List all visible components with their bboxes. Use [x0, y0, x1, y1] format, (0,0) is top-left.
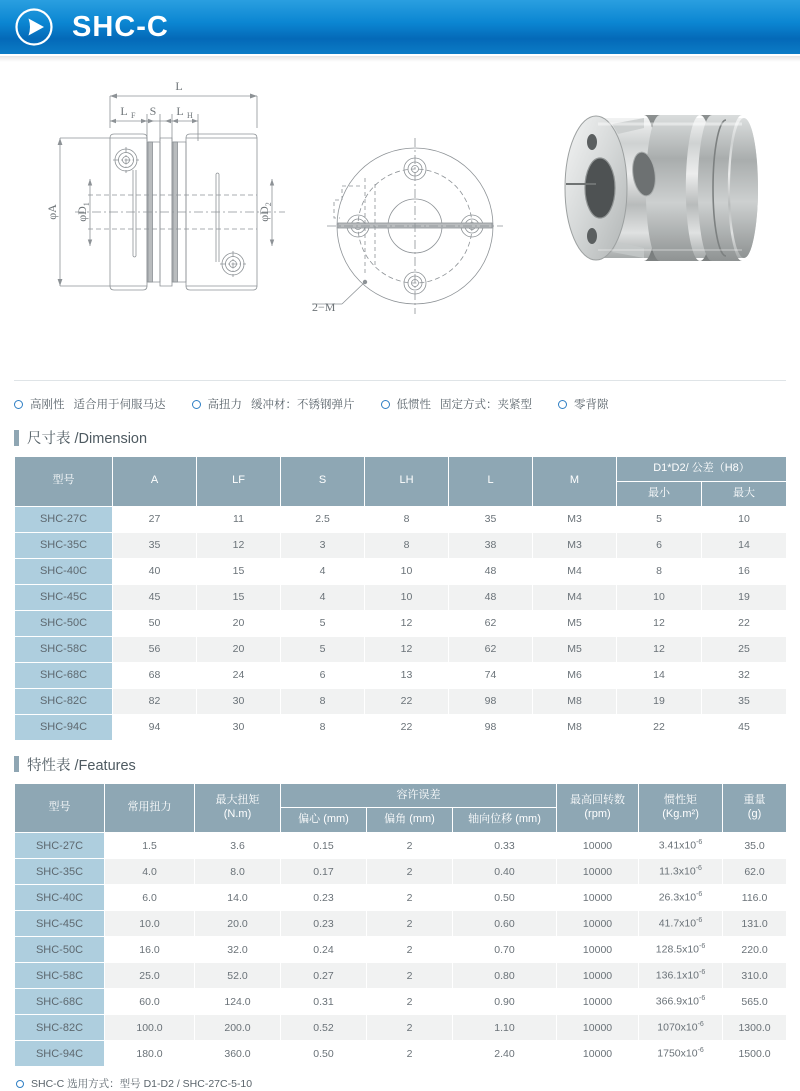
cell-angular: 2: [367, 859, 453, 885]
cell-model: SHC-27C: [15, 833, 105, 859]
inertia-mantissa: 3.41x10: [658, 839, 697, 852]
figure-area: [0, 62, 800, 380]
cell-lf: 15: [197, 558, 281, 584]
weight-line1: 重量: [743, 794, 766, 806]
cell-torque-max: 20.0: [195, 911, 281, 937]
cell-weight: 62.0: [723, 859, 787, 885]
inertia-mantissa: 41.7x10: [658, 917, 697, 930]
cell-m: M6: [533, 662, 617, 688]
cell-lh: 22: [365, 688, 449, 714]
dim-label-LH-sub: H: [187, 111, 193, 120]
cell-max: 22: [702, 610, 787, 636]
phi-symbol-D1: φ: [75, 214, 89, 222]
col-header-s: S: [281, 457, 365, 507]
table-row: [15, 584, 787, 610]
feature-detail-2: 固定方式：夹紧型: [440, 399, 532, 411]
cell-eccentric: 0.27: [281, 963, 367, 989]
feature-title-0: 高刚性: [30, 399, 65, 411]
cell-lf: 30: [197, 688, 281, 714]
cell-a: 94: [113, 714, 197, 740]
cell-inertia: [639, 859, 723, 885]
cell-model: SHC-40C: [15, 558, 113, 584]
inertia-mantissa: 11.3x10: [659, 865, 696, 878]
cell-eccentric: 0.24: [281, 937, 367, 963]
table-row: [15, 714, 787, 740]
dim-label-phiD1-sub: 1: [82, 202, 91, 207]
cell-max: 19: [702, 584, 787, 610]
cell-min: 12: [617, 636, 702, 662]
cell-m: M3: [533, 532, 617, 558]
cell-torque-normal: 180.0: [105, 1041, 195, 1067]
cell-axial: 1.10: [453, 1015, 557, 1041]
cell-inertia: [639, 963, 723, 989]
features-table-body: [15, 833, 787, 1067]
svg-text:φD2: [257, 202, 273, 222]
col-header-tolerance-group: 容许误差: [281, 783, 557, 808]
cell-m: M8: [533, 714, 617, 740]
table-row: [15, 636, 787, 662]
dim-label-phiD2: D: [257, 206, 271, 215]
inertia-exponent: -6: [699, 969, 706, 977]
inertia-exponent: -6: [699, 995, 706, 1003]
cell-torque-max: 3.6: [195, 833, 281, 859]
cell-a: 45: [113, 584, 197, 610]
col-header-torque-normal: 常用扭力: [105, 783, 195, 833]
cell-eccentric: 0.52: [281, 1015, 367, 1041]
inertia-exponent: -6: [695, 865, 702, 873]
cell-model: SHC-94C: [15, 714, 113, 740]
cell-l: 62: [449, 636, 533, 662]
feature-item-3: [558, 396, 609, 412]
cell-axial: 0.70: [453, 937, 557, 963]
cell-lf: 20: [197, 610, 281, 636]
inertia-line2: (Kg.m²): [662, 807, 699, 820]
inertia-exponent: -6: [699, 943, 706, 951]
cell-lf: 12: [197, 532, 281, 558]
col-header-l: L: [449, 457, 533, 507]
phi-symbol-D2: φ: [257, 214, 271, 222]
cell-model: SHC-45C: [15, 911, 105, 937]
torque-max-line2: (N.m): [223, 807, 252, 820]
table-row: [15, 911, 787, 937]
footer-note-text: SHC-C 选用方式：型号 D1-D2 / SHC-27C-5-10: [31, 1078, 253, 1090]
cell-l: 48: [449, 584, 533, 610]
cell-eccentric: 0.15: [281, 833, 367, 859]
cell-max: 32: [702, 662, 787, 688]
cell-l: 35: [449, 506, 533, 532]
cell-angular: 2: [367, 963, 453, 989]
cell-a: 82: [113, 688, 197, 714]
cell-model: SHC-94C: [15, 1041, 105, 1067]
cell-model: SHC-58C: [15, 636, 113, 662]
rpm-line2: (rpm): [584, 807, 611, 820]
col-header-rpm: [557, 783, 639, 833]
dim-label-L: L: [175, 79, 183, 93]
cell-axial: 2.40: [453, 1041, 557, 1067]
cell-lh: 12: [365, 636, 449, 662]
cell-inertia: [639, 937, 723, 963]
table-row: [15, 506, 787, 532]
cell-l: 98: [449, 714, 533, 740]
cell-a: 56: [113, 636, 197, 662]
cell-model: SHC-50C: [15, 937, 105, 963]
col-header-torque-max: [195, 783, 281, 833]
cell-angular: 2: [367, 937, 453, 963]
dim-label-phiD1: D: [75, 206, 89, 215]
cell-a: 35: [113, 532, 197, 558]
cell-l: 98: [449, 688, 533, 714]
cell-lh: 10: [365, 558, 449, 584]
cell-inertia: [639, 1041, 723, 1067]
cell-angular: 2: [367, 1015, 453, 1041]
feature-detail-0: 适合用于伺服马达: [73, 399, 166, 411]
cell-lf: 11: [197, 506, 281, 532]
svg-text:φD1: [75, 202, 91, 222]
cell-axial: 0.40: [453, 859, 557, 885]
cell-torque-normal: 10.0: [105, 911, 195, 937]
cell-s: 5: [281, 636, 365, 662]
inertia-exponent: -6: [696, 839, 703, 847]
cell-min: 8: [617, 558, 702, 584]
phi-symbol-A: φ: [45, 212, 59, 220]
cell-angular: 2: [367, 885, 453, 911]
table-row: [15, 1041, 787, 1067]
cell-torque-max: 32.0: [195, 937, 281, 963]
cell-lh: 13: [365, 662, 449, 688]
cell-torque-normal: 25.0: [105, 963, 195, 989]
cell-axial: 0.50: [453, 885, 557, 911]
cell-eccentric: 0.50: [281, 1041, 367, 1067]
inertia-exponent: -6: [696, 917, 703, 925]
dim-label-phiA: A: [45, 204, 59, 213]
cell-a: 40: [113, 558, 197, 584]
callout-2M: 2−M: [312, 300, 336, 314]
col-header-angular: 偏角 (mm): [367, 808, 453, 833]
cell-s: 6: [281, 662, 365, 688]
cell-rpm: 10000: [557, 989, 639, 1015]
cell-torque-normal: 1.5: [105, 833, 195, 859]
play-arrow-circle-icon: [14, 7, 54, 47]
cell-inertia: [639, 833, 723, 859]
cell-torque-max: 14.0: [195, 885, 281, 911]
cell-rpm: 10000: [557, 911, 639, 937]
cell-model: SHC-40C: [15, 885, 105, 911]
cell-s: 2.5: [281, 506, 365, 532]
cell-m: M3: [533, 506, 617, 532]
col-header-tolerance-group: D1*D2/ 公差（H8）: [617, 457, 787, 482]
cell-s: 4: [281, 584, 365, 610]
inertia-exponent: -6: [696, 891, 703, 899]
cell-lh: 8: [365, 506, 449, 532]
cell-angular: 2: [367, 989, 453, 1015]
cell-lh: 22: [365, 714, 449, 740]
cell-max: 10: [702, 506, 787, 532]
cell-lh: 10: [365, 584, 449, 610]
cell-rpm: 10000: [557, 859, 639, 885]
cell-model: SHC-35C: [15, 859, 105, 885]
cell-s: 8: [281, 688, 365, 714]
features-section-title: [14, 754, 800, 775]
cell-m: M8: [533, 688, 617, 714]
cell-torque-max: 360.0: [195, 1041, 281, 1067]
inertia-mantissa: 1750x10: [657, 1047, 698, 1060]
cell-angular: 2: [367, 911, 453, 937]
svg-text:φA: [45, 204, 59, 220]
cell-model: SHC-35C: [15, 532, 113, 558]
cell-model: SHC-50C: [15, 610, 113, 636]
inertia-line1: 惯性矩: [664, 794, 698, 806]
section-bar-icon: [14, 756, 19, 772]
col-header-min: 最小: [617, 481, 702, 506]
dim-label-phiD2-sub: 2: [264, 202, 273, 207]
bullet-circle-icon: [192, 400, 201, 409]
feature-bullets: [14, 380, 786, 414]
cell-a: 27: [113, 506, 197, 532]
cell-model: SHC-68C: [15, 662, 113, 688]
feature-item-2: [381, 396, 533, 412]
features-header-row-1: [15, 783, 787, 808]
table-row: [15, 688, 787, 714]
cell-max: 16: [702, 558, 787, 584]
inertia-exponent: -6: [697, 1047, 704, 1055]
cell-weight: 565.0: [723, 989, 787, 1015]
table-row: [15, 610, 787, 636]
col-header-model: 型号: [15, 783, 105, 833]
weight-line2: (g): [747, 807, 762, 820]
bullet-circle-icon: [14, 400, 23, 409]
section-bar-icon: [14, 430, 19, 446]
feature-title-2: 低惯性: [396, 399, 431, 411]
cell-inertia: [639, 885, 723, 911]
cell-min: 22: [617, 714, 702, 740]
dim-label-LF: L: [120, 104, 128, 118]
feature-detail-1: 缓冲材：不锈钢弹片: [251, 399, 355, 411]
cell-min: 14: [617, 662, 702, 688]
page-header: [0, 0, 800, 56]
col-header-m: M: [533, 457, 617, 507]
cell-inertia: [639, 989, 723, 1015]
inertia-mantissa: 1070x10: [657, 1021, 698, 1034]
cell-max: 45: [702, 714, 787, 740]
cell-m: M5: [533, 610, 617, 636]
cell-min: 6: [617, 532, 702, 558]
feature-item-1: [192, 396, 355, 412]
col-header-max: 最大: [702, 481, 787, 506]
rpm-line1: 最高回转数: [570, 794, 626, 806]
cell-rpm: 10000: [557, 1015, 639, 1041]
cell-eccentric: 0.23: [281, 911, 367, 937]
cell-model: SHC-82C: [15, 1015, 105, 1041]
cell-max: 25: [702, 636, 787, 662]
cell-m: M5: [533, 636, 617, 662]
feature-title-3: 零背隙: [574, 399, 609, 411]
cell-weight: 1300.0: [723, 1015, 787, 1041]
cell-axial: 0.90: [453, 989, 557, 1015]
cell-axial: 0.33: [453, 833, 557, 859]
dimension-section-title: [14, 427, 800, 448]
cell-rpm: 10000: [557, 963, 639, 989]
table-row: [15, 885, 787, 911]
table-row: [15, 558, 787, 584]
col-header-weight: [723, 783, 787, 833]
cell-lf: 24: [197, 662, 281, 688]
cell-min: 10: [617, 584, 702, 610]
cell-l: 62: [449, 610, 533, 636]
feature-title-1: 高扭力: [207, 399, 242, 411]
bullet-circle-icon: [381, 400, 390, 409]
cell-torque-max: 52.0: [195, 963, 281, 989]
cell-axial: 0.80: [453, 963, 557, 989]
col-header-inertia: [639, 783, 723, 833]
technical-drawing: [20, 66, 540, 376]
cell-min: 12: [617, 610, 702, 636]
bullet-circle-icon: [16, 1080, 24, 1088]
cell-rpm: 10000: [557, 885, 639, 911]
cell-angular: 2: [367, 1041, 453, 1067]
cell-angular: 2: [367, 833, 453, 859]
cell-l: 38: [449, 532, 533, 558]
col-header-model: 型号: [15, 457, 113, 507]
cell-l: 74: [449, 662, 533, 688]
cell-weight: 35.0: [723, 833, 787, 859]
dimension-table: [14, 456, 787, 741]
table-row: [15, 833, 787, 859]
inertia-mantissa: 128.5x10: [655, 943, 700, 956]
table-row: [15, 859, 787, 885]
cell-lh: 8: [365, 532, 449, 558]
cell-eccentric: 0.17: [281, 859, 367, 885]
cell-weight: 220.0: [723, 937, 787, 963]
cell-torque-normal: 60.0: [105, 989, 195, 1015]
cell-torque-max: 8.0: [195, 859, 281, 885]
col-header-axial: 轴向位移 (mm): [453, 808, 557, 833]
cell-min: 19: [617, 688, 702, 714]
cell-a: 50: [113, 610, 197, 636]
cell-eccentric: 0.31: [281, 989, 367, 1015]
cell-torque-normal: 4.0: [105, 859, 195, 885]
page-title: SHC-C: [72, 10, 169, 43]
cell-max: 14: [702, 532, 787, 558]
cell-s: 3: [281, 532, 365, 558]
inertia-mantissa: 136.1x10: [655, 969, 700, 982]
col-header-a: A: [113, 457, 197, 507]
cell-weight: 310.0: [723, 963, 787, 989]
table-row: [15, 963, 787, 989]
cell-inertia: [639, 911, 723, 937]
table-row: [15, 989, 787, 1015]
cell-torque-normal: 100.0: [105, 1015, 195, 1041]
cell-weight: 1500.0: [723, 1041, 787, 1067]
cell-model: SHC-68C: [15, 989, 105, 1015]
cell-a: 68: [113, 662, 197, 688]
cell-m: M4: [533, 558, 617, 584]
table-row: [15, 937, 787, 963]
dim-label-S: S: [149, 104, 157, 118]
cell-l: 48: [449, 558, 533, 584]
cell-s: 8: [281, 714, 365, 740]
features-title-text: 特性表 /Features: [27, 757, 136, 774]
cell-torque-normal: 6.0: [105, 885, 195, 911]
cell-rpm: 10000: [557, 833, 639, 859]
cell-min: 5: [617, 506, 702, 532]
cell-axial: 0.60: [453, 911, 557, 937]
cell-model: SHC-82C: [15, 688, 113, 714]
cell-model: SHC-58C: [15, 963, 105, 989]
col-header-eccentric: 偏心 (mm): [281, 808, 367, 833]
cell-model: SHC-27C: [15, 506, 113, 532]
cell-lf: 15: [197, 584, 281, 610]
cell-model: SHC-45C: [15, 584, 113, 610]
dimension-table-body: [15, 506, 787, 740]
inertia-mantissa: 366.9x10: [655, 995, 700, 1008]
cell-max: 35: [702, 688, 787, 714]
cell-lf: 20: [197, 636, 281, 662]
table-row: [15, 532, 787, 558]
feature-item-0: [14, 396, 166, 412]
inertia-exponent: -6: [697, 1021, 704, 1029]
dim-label-LF-sub: F: [131, 111, 136, 120]
dimension-header-row-1: [15, 457, 787, 482]
features-table: [14, 783, 787, 1068]
product-photo: [548, 84, 780, 300]
torque-max-line1: 最大扭矩: [215, 794, 260, 806]
footer-note: [16, 1076, 800, 1091]
cell-rpm: 10000: [557, 937, 639, 963]
cell-torque-max: 200.0: [195, 1015, 281, 1041]
col-header-lh: LH: [365, 457, 449, 507]
cell-torque-max: 124.0: [195, 989, 281, 1015]
cell-rpm: 10000: [557, 1041, 639, 1067]
table-row: [15, 662, 787, 688]
cell-s: 4: [281, 558, 365, 584]
cell-lh: 12: [365, 610, 449, 636]
cell-eccentric: 0.23: [281, 885, 367, 911]
col-header-lf: LF: [197, 457, 281, 507]
bullet-circle-icon: [558, 400, 567, 409]
cell-torque-normal: 16.0: [105, 937, 195, 963]
dim-label-LH: L: [176, 104, 184, 118]
cell-s: 5: [281, 610, 365, 636]
cell-weight: 131.0: [723, 911, 787, 937]
dimension-title-text: 尺寸表 /Dimension: [27, 431, 148, 447]
cell-m: M4: [533, 584, 617, 610]
cell-lf: 30: [197, 714, 281, 740]
cell-weight: 116.0: [723, 885, 787, 911]
inertia-mantissa: 26.3x10: [658, 891, 697, 904]
